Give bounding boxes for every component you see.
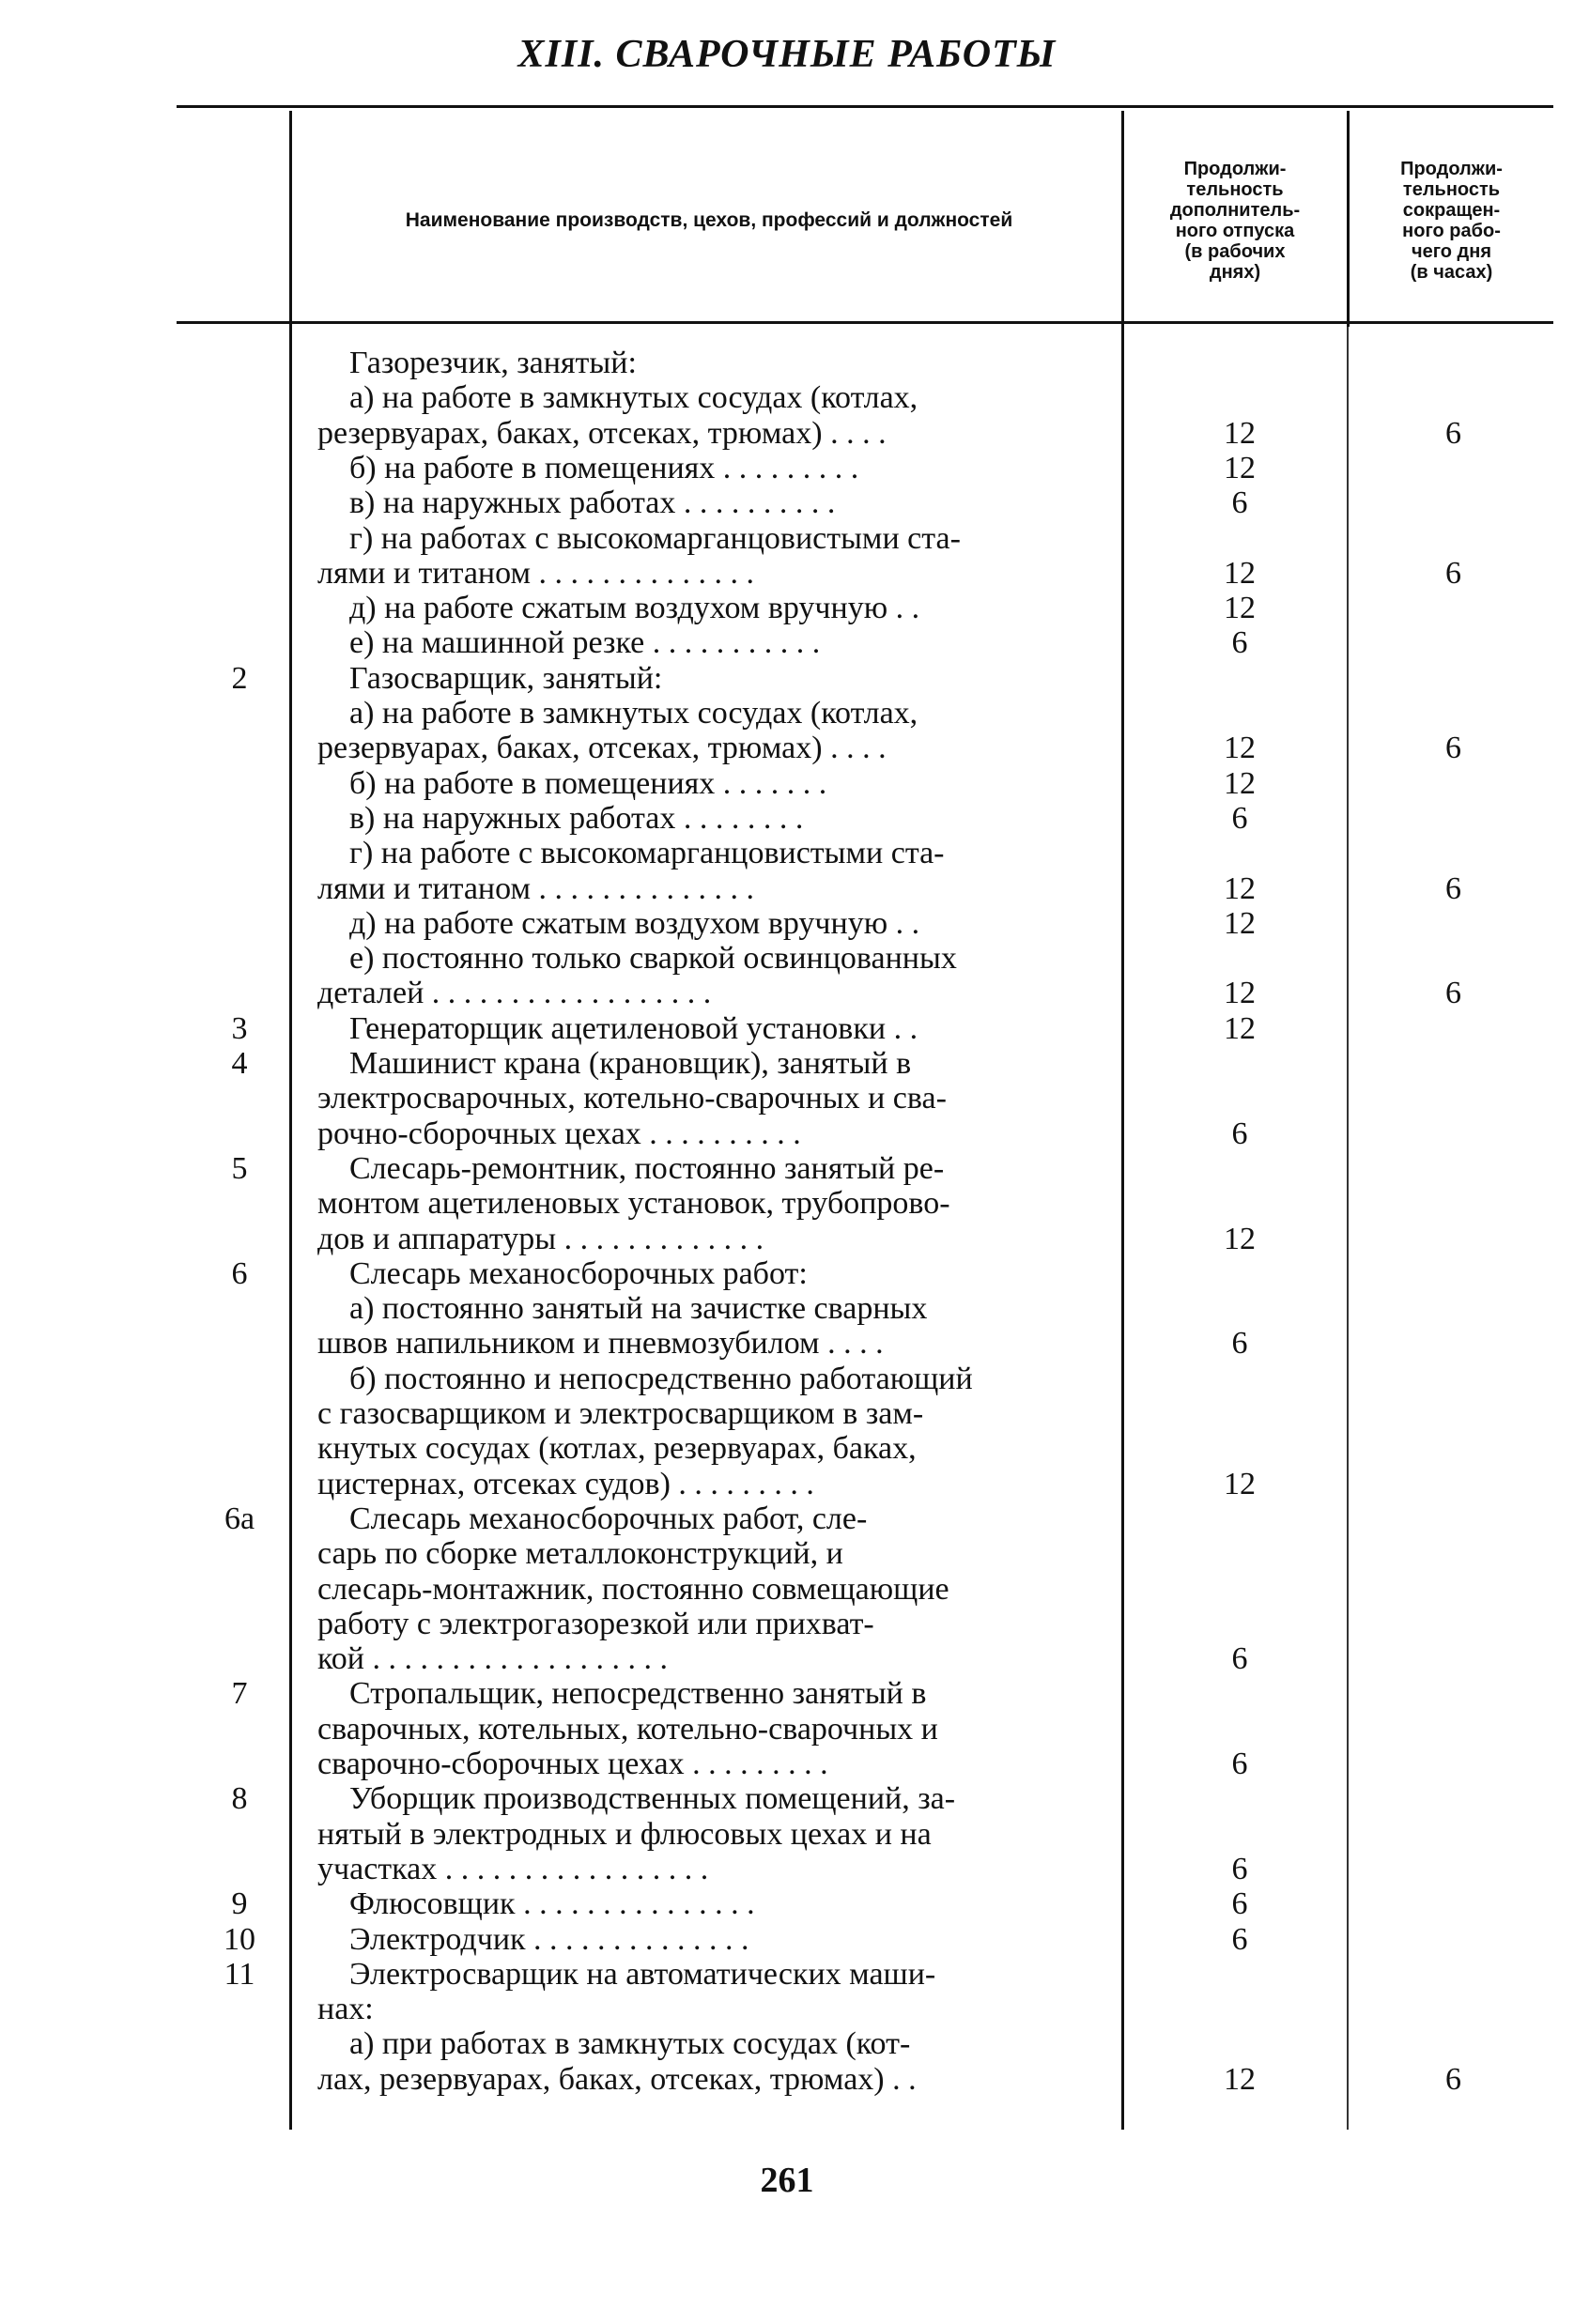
table-row	[0, 1536, 1574, 1571]
row-leave-days: 12	[1224, 765, 1256, 801]
row-text: кой . . . . . . . . . . . . . . . . . . .	[317, 1641, 668, 1677]
row-text: б) на работе в помещениях . . . . . . .	[349, 765, 827, 801]
row-text: дов и аппаратуры . . . . . . . . . . . . .	[317, 1221, 764, 1256]
row-leave-days: 12	[1224, 555, 1256, 591]
header-leave-line: ного отпуска	[1175, 221, 1295, 241]
row-text: Электросварщик на автоматических маши-	[349, 1956, 936, 1992]
row-short-day-hours: 6	[1445, 870, 1461, 906]
header-leave-line: дополнитель-	[1169, 200, 1301, 221]
table-row	[0, 696, 1574, 731]
row-text: резервуарах, баках, отсеках, трюмах) . . . .	[317, 415, 887, 451]
header-shortday-line: чего дня	[1411, 241, 1492, 262]
page-title: XIII. СВАРОЧНЫЕ РАБОТЫ	[517, 33, 1057, 76]
table-row	[0, 451, 1574, 485]
row-text: Газосварщик, занятый:	[349, 660, 663, 696]
header-leave-line: днях)	[1209, 262, 1261, 283]
row-number: 2	[231, 660, 248, 696]
row-text: работу с электрогазорезкой или прихват-	[317, 1606, 874, 1641]
table-row	[0, 1011, 1574, 1046]
row-text: е) на машинной резке . . . . . . . . . . .	[349, 625, 821, 661]
row-text: Слесарь механосборочных работ:	[349, 1255, 808, 1291]
row-text: Генераторщик ацетиленовой установки . .	[349, 1010, 918, 1046]
row-text: лями и титаном . . . . . . . . . . . . . .	[317, 555, 754, 591]
row-text: сарь по сборке металлоконструкций, и	[317, 1536, 843, 1572]
row-text: а) на работе в замкнутых сосудах (котлах,	[349, 380, 918, 416]
table-row	[0, 976, 1574, 1010]
row-leave-days: 6	[1231, 1641, 1248, 1677]
header-shortday-line: сокращен-	[1402, 200, 1501, 221]
table-row	[0, 2062, 1574, 2097]
row-number: 11	[224, 1956, 255, 1992]
row-text: а) постоянно занятый на зачистке сварных	[349, 1291, 928, 1327]
table-row	[0, 801, 1574, 836]
table-row	[0, 1607, 1574, 1641]
table-row	[0, 1151, 1574, 1186]
row-leave-days: 6	[1231, 485, 1248, 521]
header-shortday-line: тельность	[1402, 179, 1501, 200]
row-text: цистернах, отсеках судов) . . . . . . . . .	[317, 1466, 814, 1501]
row-number: 5	[231, 1150, 248, 1186]
table-row	[0, 1817, 1574, 1852]
table-row	[0, 1501, 1574, 1536]
table-row	[0, 2026, 1574, 2061]
header-leave-column	[1127, 122, 1343, 319]
row-text: е) постоянно только сваркой освинцованных	[349, 941, 957, 977]
row-leave-days: 12	[1224, 415, 1256, 451]
table-row	[0, 1222, 1574, 1256]
row-leave-days: 12	[1224, 591, 1256, 626]
row-leave-days: 12	[1224, 905, 1256, 941]
row-text: рочно-сборочных цехах . . . . . . . . . .	[317, 1116, 801, 1151]
row-leave-days: 6	[1231, 1851, 1248, 1886]
table-row	[0, 1291, 1574, 1326]
table-row	[0, 766, 1574, 801]
row-text: участках . . . . . . . . . . . . . . . . .	[317, 1851, 709, 1886]
table-row	[0, 906, 1574, 941]
table-row	[0, 1992, 1574, 2026]
row-leave-days: 12	[1224, 2061, 1256, 2097]
row-text: Слесарь-ремонтник, постоянно занятый ре-	[349, 1150, 945, 1186]
row-text: а) на работе в замкнутых сосудах (котлах,	[349, 696, 918, 731]
page-number: 261	[760, 2161, 814, 2200]
row-short-day-hours: 6	[1445, 555, 1461, 591]
table-row	[0, 1676, 1574, 1711]
row-text: Газорезчик, занятый:	[349, 346, 637, 380]
row-text: в) на наружных работах . . . . . . . . . .	[349, 485, 836, 521]
table-row	[0, 346, 1574, 380]
table-row	[0, 1081, 1574, 1116]
row-leave-days: 12	[1224, 1466, 1256, 1501]
row-text: лями и титаном . . . . . . . . . . . . . .	[317, 870, 754, 906]
row-text: швов напильником и пневмозубилом . . . .	[317, 1326, 884, 1362]
table-row	[0, 1326, 1574, 1361]
header-leave-line: тельность	[1186, 179, 1284, 200]
row-text: нах:	[317, 1992, 374, 2027]
row-number: 7	[231, 1676, 248, 1712]
row-leave-days: 12	[1224, 1221, 1256, 1256]
row-text: электросварочных, котельно-сварочных и сва-	[317, 1081, 947, 1116]
row-number: 3	[231, 1010, 248, 1046]
table-row	[0, 1431, 1574, 1466]
row-text: а) при работах в замкнутых сосудах (кот-	[349, 2026, 911, 2062]
table-row	[0, 1362, 1574, 1396]
row-leave-days: 12	[1224, 1010, 1256, 1046]
row-text: г) на работе с высокомарганцовистыми ста-	[349, 836, 945, 871]
table-row	[0, 1957, 1574, 1992]
table-row	[0, 1781, 1574, 1816]
row-number: 10	[224, 1921, 255, 1957]
row-text: д) на работе сжатым воздухом вручную . .	[349, 591, 920, 626]
row-text: Флюсовщик . . . . . . . . . . . . . . .	[349, 1886, 755, 1922]
column-divider-hours	[1347, 111, 1350, 327]
row-number: 9	[231, 1886, 248, 1922]
table-row	[0, 485, 1574, 520]
table-row	[0, 1886, 1574, 1921]
header-shortday-column	[1350, 122, 1552, 319]
table-row	[0, 416, 1574, 451]
row-text: кнутых сосудах (котлах, резервуарах, баках,	[317, 1431, 917, 1467]
header-name-column: Наименование производств, цехов, профессий и должностей	[405, 209, 1013, 231]
row-short-day-hours: 6	[1445, 976, 1461, 1011]
row-text: б) на работе в помещениях . . . . . . . . .	[349, 450, 859, 485]
table-row	[0, 1641, 1574, 1676]
table-row	[0, 625, 1574, 660]
row-leave-days: 6	[1231, 800, 1248, 836]
table-row	[0, 1747, 1574, 1781]
row-leave-days: 12	[1224, 976, 1256, 1011]
table-row	[0, 1046, 1574, 1081]
row-leave-days: 12	[1224, 450, 1256, 485]
table-row	[0, 731, 1574, 765]
row-number: 8	[231, 1781, 248, 1817]
table-row	[0, 1116, 1574, 1151]
table-row	[0, 1922, 1574, 1957]
header-leave-line: (в рабочих	[1184, 241, 1286, 262]
table-row	[0, 556, 1574, 591]
row-text: сварочных, котельных, котельно-сварочных и	[317, 1711, 938, 1747]
table-row	[0, 1572, 1574, 1607]
row-leave-days: 12	[1224, 731, 1256, 766]
row-leave-days: 6	[1231, 1116, 1248, 1151]
table-row	[0, 836, 1574, 870]
row-text: Электродчик . . . . . . . . . . . . . .	[349, 1921, 749, 1957]
row-leave-days: 6	[1231, 1747, 1248, 1781]
row-short-day-hours: 6	[1445, 731, 1461, 766]
row-text: Уборщик производственных помещений, за-	[349, 1781, 956, 1817]
table-row	[0, 871, 1574, 906]
table-row	[0, 1256, 1574, 1291]
row-text: б) постоянно и непосредственно работающий	[349, 1361, 973, 1396]
row-leave-days: 6	[1231, 1326, 1248, 1362]
table-row	[0, 1396, 1574, 1431]
table-row	[0, 1467, 1574, 1501]
row-text: с газосварщиком и электросварщиком в зам-	[317, 1396, 924, 1431]
table-top-rule	[177, 105, 1553, 108]
row-number: 4	[231, 1046, 248, 1081]
row-text: лах, резервуарах, баках, отсеках, трюмах) . .	[317, 2061, 917, 2097]
row-text: слесарь-монтажник, постоянно совмещающие	[317, 1571, 949, 1607]
table-row	[0, 521, 1574, 556]
table-row	[0, 661, 1574, 696]
header-shortday-line: Продолжи-	[1400, 159, 1503, 179]
row-text: сварочно-сборочных цехах . . . . . . . . .	[317, 1747, 828, 1781]
row-text: монтом ацетиленовых установок, трубопрово-	[317, 1186, 950, 1222]
row-text: деталей . . . . . . . . . . . . . . . . . .	[317, 976, 712, 1011]
table-row	[0, 1712, 1574, 1747]
row-number: 6а	[224, 1501, 255, 1536]
row-leave-days: 6	[1231, 1921, 1248, 1957]
header-shortday-line: ного рабо-	[1402, 221, 1501, 241]
row-text: нятый в электродных и флюсовых цехах и на	[317, 1816, 932, 1852]
row-text: резервуарах, баках, отсеках, трюмах) . . . .	[317, 731, 887, 766]
table-row	[0, 1186, 1574, 1221]
row-leave-days: 12	[1224, 870, 1256, 906]
table-row	[0, 1852, 1574, 1886]
row-text: д) на работе сжатым воздухом вручную . .	[349, 905, 920, 941]
row-text: Слесарь механосборочных работ, сле-	[349, 1501, 868, 1536]
table-row	[0, 591, 1574, 625]
row-text: в) на наружных работах . . . . . . . .	[349, 800, 804, 836]
table-row	[0, 941, 1574, 976]
row-text: г) на работах с высокомарганцовистыми ста-	[349, 520, 961, 556]
row-leave-days: 6	[1231, 1886, 1248, 1922]
table-row	[0, 380, 1574, 415]
row-text: Стропальщик, непосредственно занятый в	[349, 1676, 927, 1712]
row-leave-days: 6	[1231, 625, 1248, 661]
header-shortday-line: (в часах)	[1410, 262, 1493, 283]
row-number: 6	[231, 1255, 248, 1291]
header-leave-line: Продолжи-	[1183, 159, 1287, 179]
row-short-day-hours: 6	[1445, 415, 1461, 451]
row-short-day-hours: 6	[1445, 2061, 1461, 2097]
row-text: Машинист крана (крановщик), занятый в	[349, 1046, 912, 1081]
